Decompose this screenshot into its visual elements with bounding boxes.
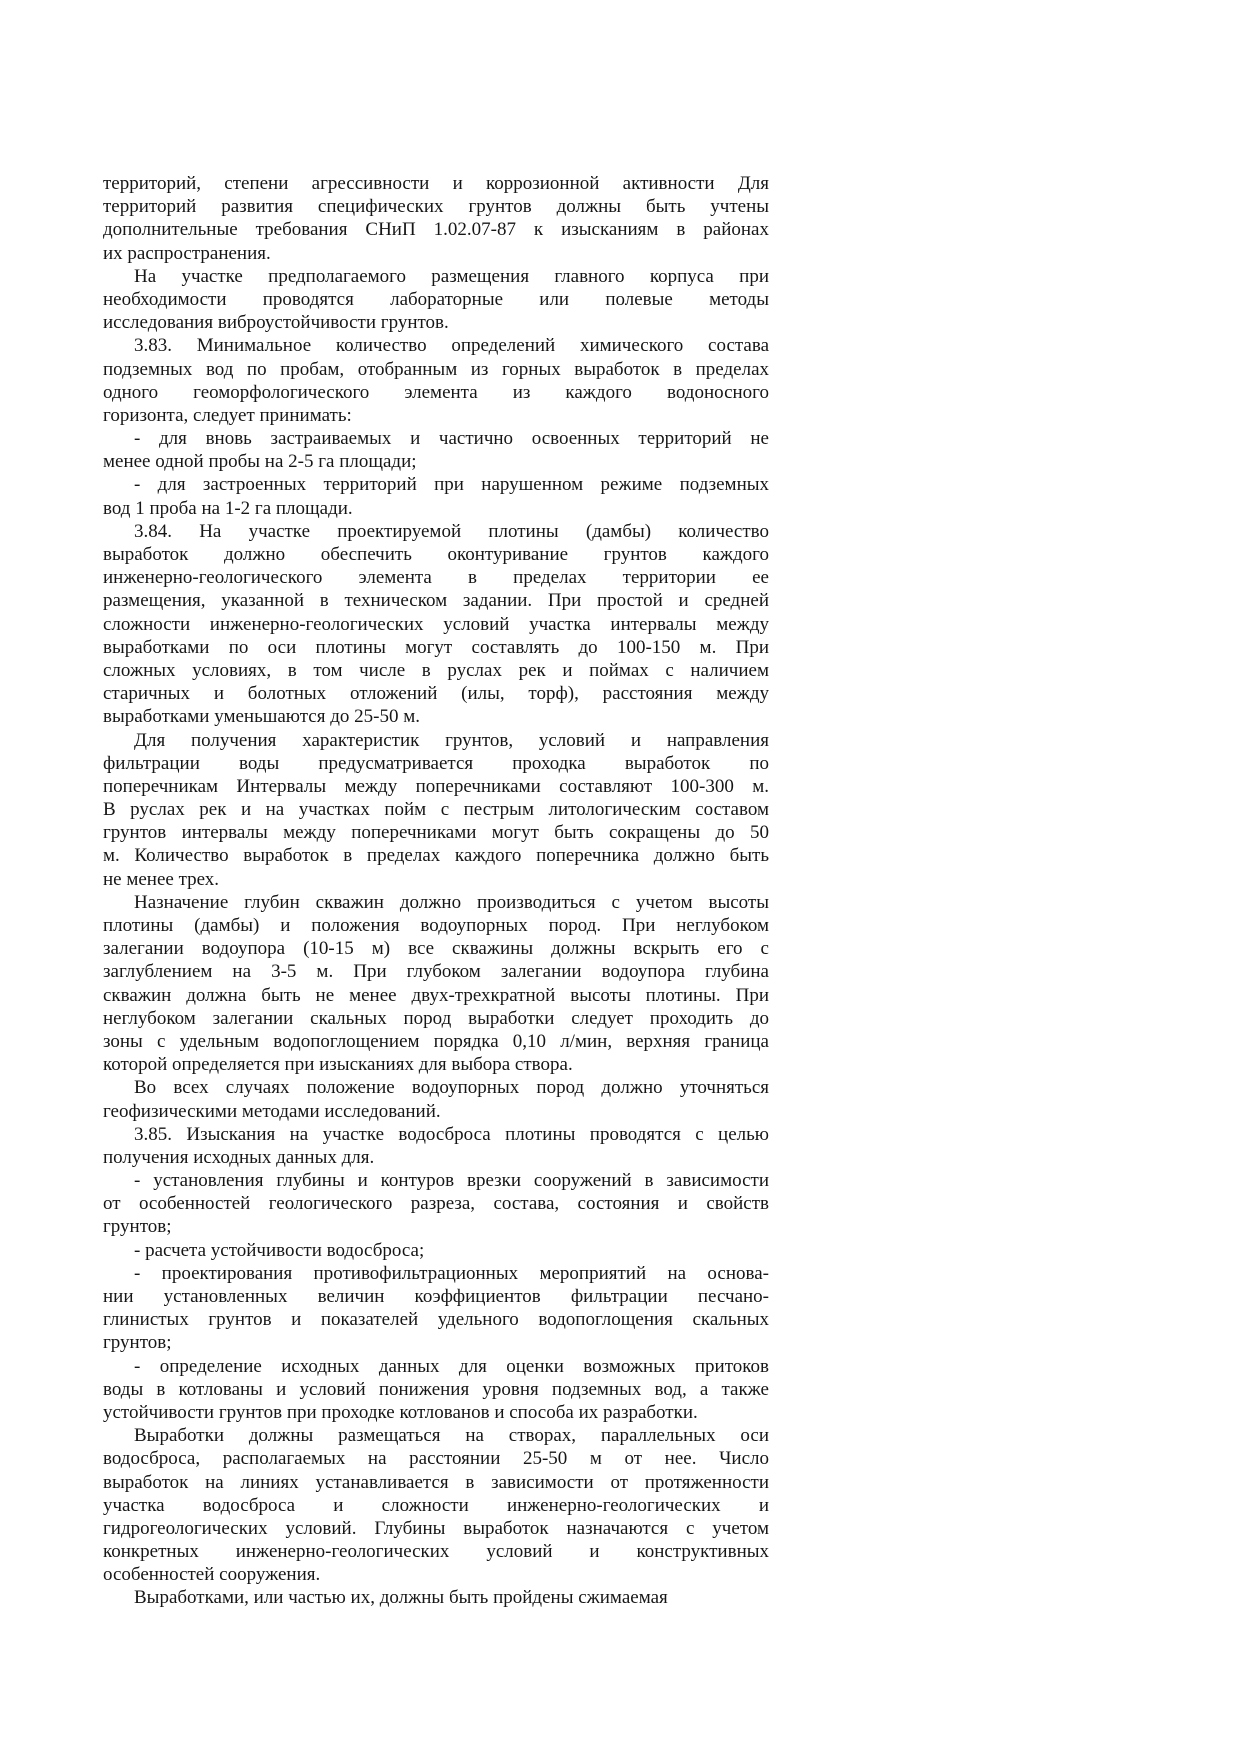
- paragraph: [103, 1076, 769, 1122]
- text-line: вод 1 проба на 1-2 га площади.: [103, 497, 353, 519]
- paragraph: [103, 729, 769, 891]
- text-line: - установления глубины и контуров врезки сооружений в зависимости: [134, 1170, 769, 1192]
- text-line: 3.84. На участке проектируемой плотины (дамбы) количество: [134, 520, 769, 542]
- text-line: особенностей сооружения.: [103, 1564, 321, 1586]
- paragraph: [103, 473, 769, 519]
- text-line: Во всех случаях положение водоупорных пород должно уточняться: [134, 1077, 769, 1099]
- text-line: территорий, степени агрессивности и коррозионной активности Для: [103, 173, 769, 194]
- paragraph: [103, 1424, 769, 1586]
- text-line: В руслах рек и на участках пойм с пестрым литологическим составом: [103, 799, 769, 821]
- text-line: инженерно-геологического элемента в пределах территории ее: [103, 567, 769, 589]
- text-line: Выработками, или частью их, должны быть пройдены сжимаемая: [134, 1587, 668, 1609]
- paragraph: [103, 265, 769, 335]
- text-line: - для вновь застраиваемых и частично освоенных территорий не: [134, 428, 769, 450]
- text-line: которой определяется при изысканиях для выбора створа.: [103, 1054, 573, 1076]
- text-line: фильтрации воды предусматривается проходка выработок по: [103, 752, 769, 774]
- text-line: дополнительные требования СНиП 1.02.07-87 к изысканиям в районах: [103, 219, 769, 241]
- text-line: Для получения характеристик грунтов, условий и направления: [134, 729, 769, 751]
- text-line: - определение исходных данных для оценки возможных притоков: [134, 1355, 769, 1377]
- paragraph: [103, 1239, 769, 1262]
- paragraph: [103, 891, 769, 1077]
- text-line: Назначение глубин скважин должно производиться с учетом высоты: [134, 891, 769, 913]
- text-line: выработок должно обеспечить оконтуривание грунтов каждого: [103, 544, 769, 565]
- text-line: грунтов;: [103, 1332, 172, 1354]
- text-line: зоны с удельным водопоглощением порядка 0,10 л/мин, верхняя граница: [103, 1030, 769, 1052]
- text-line: нии установленных величин коэффициентов фильтрации песчано-: [103, 1286, 769, 1307]
- text-line: водосброса, располагаемых на расстоянии 25-50 м от нее. Число: [103, 1448, 769, 1470]
- text-line: одного геоморфологического элемента из каждого водоносного: [103, 381, 769, 403]
- paragraph: [103, 1123, 769, 1169]
- text-line: их распространения.: [103, 242, 271, 264]
- text-column: [103, 172, 769, 1610]
- text-line: не менее трех.: [103, 868, 220, 890]
- text-line: 3.83. Минимальное количество определений химического состава: [134, 335, 769, 357]
- text-line: поперечникам Интервалы между поперечниками составляют 100-300 м.: [103, 775, 769, 797]
- text-line: плотины (дамбы) и положения водоупорных пород. При неглубоком: [103, 915, 769, 936]
- text-line: м. Количество выработок в пределах каждого поперечника должно быть: [103, 845, 769, 867]
- paragraph: [103, 1586, 769, 1609]
- paragraph: [103, 427, 769, 473]
- text-line: получения исходных данных для.: [103, 1146, 375, 1168]
- text-line: залегании водоупора (10-15 м) все скважины должны вскрыть его с: [103, 938, 769, 960]
- text-line: гидрогеологических условий. Глубины выработок назначаются с учетом: [103, 1517, 769, 1539]
- text-line: менее одной пробы на 2-5 га площади;: [103, 451, 417, 473]
- text-line: геофизическими методами исследований.: [103, 1100, 441, 1122]
- text-line: выработок на линиях устанавливается в зависимости от протяженности: [103, 1471, 769, 1493]
- text-line: выработками уменьшаются до 25-50 м.: [103, 706, 420, 728]
- text-line: выработками по оси плотины могут составлять до 100-150 м. При: [103, 636, 769, 658]
- text-line: сложных условиях, в том числе в руслах рек и поймах с наличием: [103, 659, 769, 681]
- text-line: На участке предполагаемого размещения главного корпуса при: [134, 265, 769, 287]
- text-line: подземных вод по пробам, отобранным из горных выработок в пределах: [103, 358, 769, 380]
- text-line: конкретных инженерно-геологических условий и конструктивных: [103, 1541, 769, 1563]
- text-line: скважин должна быть не менее двух-трехкратной высоты плотины. При: [103, 984, 769, 1006]
- paragraph: [103, 334, 769, 427]
- paragraph: [103, 1169, 769, 1239]
- text-line: 3.85. Изыскания на участке водосброса плотины проводятся с целью: [134, 1123, 769, 1145]
- text-line: - расчета устойчивости водосброса;: [134, 1239, 425, 1261]
- paragraph: [103, 520, 769, 729]
- paragraph: [103, 1262, 769, 1355]
- text-line: территорий развития специфических грунтов должны быть учтены: [103, 196, 769, 218]
- text-line: участка водосброса и сложности инженерно-геологических и: [103, 1494, 769, 1516]
- paragraph: [103, 172, 769, 265]
- text-line: - для застроенных территорий при нарушенном режиме подземных: [134, 474, 769, 496]
- text-line: размещения, указанной в техническом задании. При простой и средней: [103, 590, 769, 612]
- text-line: глинистых грунтов и показателей удельного водопоглощения скальных: [103, 1309, 769, 1331]
- text-line: устойчивости грунтов при проходке котлованов и способа их разработки.: [103, 1401, 698, 1423]
- text-line: - проектирования противофильтрационных мероприятий на основа-: [134, 1262, 769, 1284]
- text-line: сложности инженерно-геологических условий участка интервалы между: [103, 613, 769, 635]
- text-line: горизонта, следует принимать:: [103, 404, 352, 426]
- text-line: неглубоком залегании скальных пород выработки следует проходить до: [103, 1007, 769, 1029]
- text-line: грунтов интервалы между поперечниками могут быть сокращены до 50: [103, 822, 769, 844]
- text-line: старичных и болотных отложений (илы, торф), расстояния между: [103, 683, 769, 705]
- paragraph: [103, 1355, 769, 1425]
- text-line: грунтов;: [103, 1216, 172, 1238]
- text-line: исследования виброустойчивости грунтов.: [103, 312, 449, 334]
- text-line: заглублением на 3-5 м. При глубоком залегании водоупора глубина: [103, 961, 769, 983]
- text-line: воды в котлованы и условий понижения уровня подземных вод, а также: [103, 1378, 769, 1400]
- text-line: необходимости проводятся лабораторные или полевые методы: [103, 288, 769, 310]
- text-line: от особенностей геологического разреза, состава, состояния и свойств: [103, 1193, 769, 1215]
- text-line: Выработки должны размещаться на створах, параллельных оси: [134, 1425, 769, 1447]
